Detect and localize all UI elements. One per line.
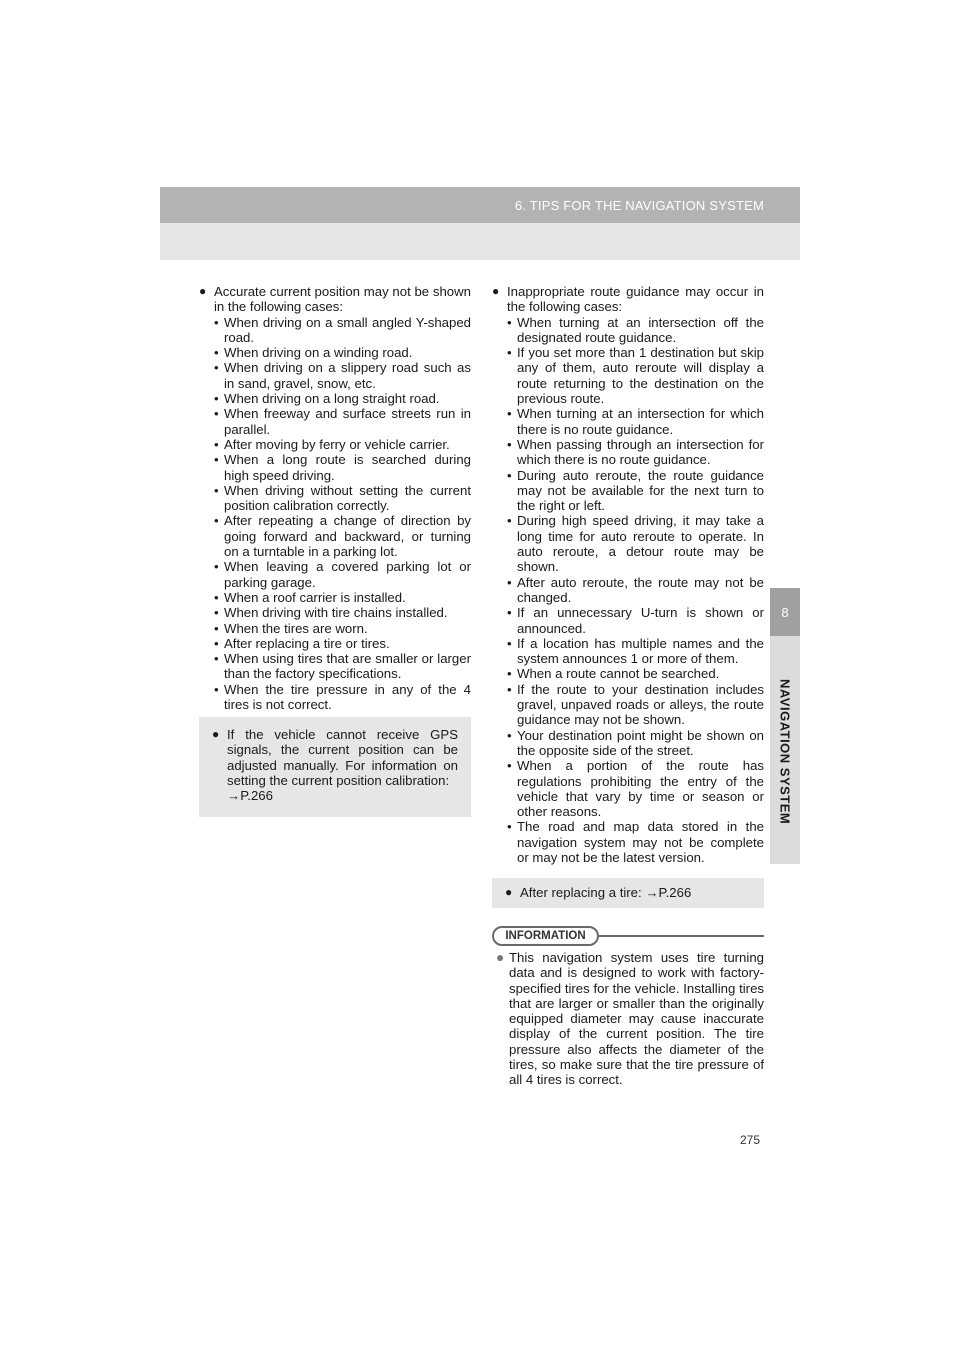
tire-note-paragraph	[505, 885, 751, 900]
list-item: • During high speed driving, it may take a long time for auto reroute to operate. In auto reroute, a detour route may be shown.	[507, 513, 764, 574]
right-lead-paragraph	[492, 284, 764, 315]
right-lead-text: Inappropriate route guidance may occur in the following cases:	[507, 284, 764, 315]
list-item: • If you set more than 1 destination but skip any of them, auto reroute will display a route returning to the destination on the previous route.	[507, 345, 764, 406]
circle-bullet-icon: ●	[505, 885, 513, 899]
list-item: • When leaving a covered parking lot or parking garage.	[214, 559, 471, 590]
list-item: • If a location has multiple names and the system announces 1 or more of them.	[507, 636, 764, 667]
right-column	[492, 284, 764, 865]
list-item: • After moving by ferry or vehicle carrier.	[214, 437, 471, 452]
list-item: • During auto reroute, the route guidance may not be available for the next turn to the right or left.	[507, 468, 764, 514]
tire-note-page-ref[interactable]: →P.266	[645, 885, 692, 900]
list-item: • When the tire pressure in any of the 4 tires is not correct.	[214, 682, 471, 713]
list-item: • If an unnecessary U-turn is shown or announced.	[507, 605, 764, 636]
chapter-number: 8	[770, 588, 800, 636]
list-item: • When turning at an intersection for which there is no route guidance.	[507, 406, 764, 437]
list-item: • When a long route is searched during high speed driving.	[214, 452, 471, 483]
list-item: • After replacing a tire or tires.	[214, 636, 471, 651]
list-item: • When driving without setting the current position calibration correctly.	[214, 483, 471, 514]
left-lead-text: Accurate current position may not be shown in the following cases:	[214, 284, 471, 315]
circle-bullet-icon: ●	[212, 727, 220, 741]
list-item: • The road and map data stored in the navigation system may not be complete or may not be the latest version.	[507, 819, 764, 865]
gps-note-box	[199, 717, 471, 817]
list-item: • Your destination point might be shown on the opposite side of the street.	[507, 728, 764, 759]
gps-note-content	[227, 727, 458, 803]
tire-note-box	[492, 878, 764, 908]
left-lead-paragraph	[199, 284, 471, 315]
gps-note-page-ref[interactable]: →P.266	[227, 788, 273, 804]
info-bullet-icon: ●	[496, 949, 505, 965]
list-item: • When driving on a small angled Y-shaped road.	[214, 315, 471, 346]
left-case-list	[199, 315, 471, 713]
right-case-list	[492, 315, 764, 866]
gps-note-text: If the vehicle cannot receive GPS signals, the current position can be adjusted manually. For information on setting the current position calibration:	[227, 727, 458, 788]
section-header-bar	[160, 187, 800, 223]
list-item: • When passing through an intersection for which there is no route guidance.	[507, 437, 764, 468]
list-item: • If the route to your destination includes gravel, unpaved roads or alleys, the route guidance may not be shown.	[507, 682, 764, 728]
list-item: • When driving on a slippery road such as in sand, gravel, snow, etc.	[214, 360, 471, 391]
list-item: • After repeating a change of direction by going forward and backward, or turning on a turntable in a parking lot.	[214, 513, 471, 559]
chapter-label-wrapper	[770, 640, 800, 864]
list-item: • When turning at an intersection off the designated route guidance.	[507, 315, 764, 346]
list-item: • When using tires that are smaller or larger than the factory specifications.	[214, 651, 471, 682]
chapter-label: NAVIGATION SYSTEM	[777, 679, 793, 825]
page-number: 275	[740, 1133, 761, 1147]
list-item: • When driving on a long straight road.	[214, 391, 471, 406]
circle-bullet-icon: ●	[199, 284, 207, 298]
section-header-band	[160, 223, 800, 260]
information-rule	[599, 935, 764, 937]
list-item: • When freeway and surface streets run in parallel.	[214, 406, 471, 437]
list-item: • When a portion of the route has regulations prohibiting the entry of the vehicle that vary by time or season or other reasons.	[507, 758, 764, 819]
information-section	[496, 950, 764, 1088]
information-paragraph	[496, 950, 764, 1088]
list-item: • When the tires are worn.	[214, 621, 471, 636]
circle-bullet-icon: ●	[492, 284, 500, 298]
list-item: • When driving on a winding road.	[214, 345, 471, 360]
list-item: • When driving with tire chains installed.	[214, 605, 471, 620]
list-item: • After auto reroute, the route may not be changed.	[507, 575, 764, 606]
list-item: • When a route cannot be searched.	[507, 666, 764, 681]
information-text: This navigation system uses tire turning data and is designed to work with factory-specified tires for the vehicle. Installing tires that are larger or smaller than the originally equipped diameter may cause inaccurate display of the current position. The tire pressure also affects the diameter of the tires, so make sure that the tire pressure of all 4 tires is correct.	[509, 950, 764, 1088]
information-badge: INFORMATION	[492, 926, 599, 946]
section-title: 6. TIPS FOR THE NAVIGATION SYSTEM	[514, 197, 764, 213]
left-column	[199, 284, 471, 712]
gps-note-paragraph	[212, 727, 458, 803]
tire-note-text: After replacing a tire:	[520, 885, 642, 900]
list-item: • When a roof carrier is installed.	[214, 590, 471, 605]
tire-note-content	[520, 885, 751, 900]
